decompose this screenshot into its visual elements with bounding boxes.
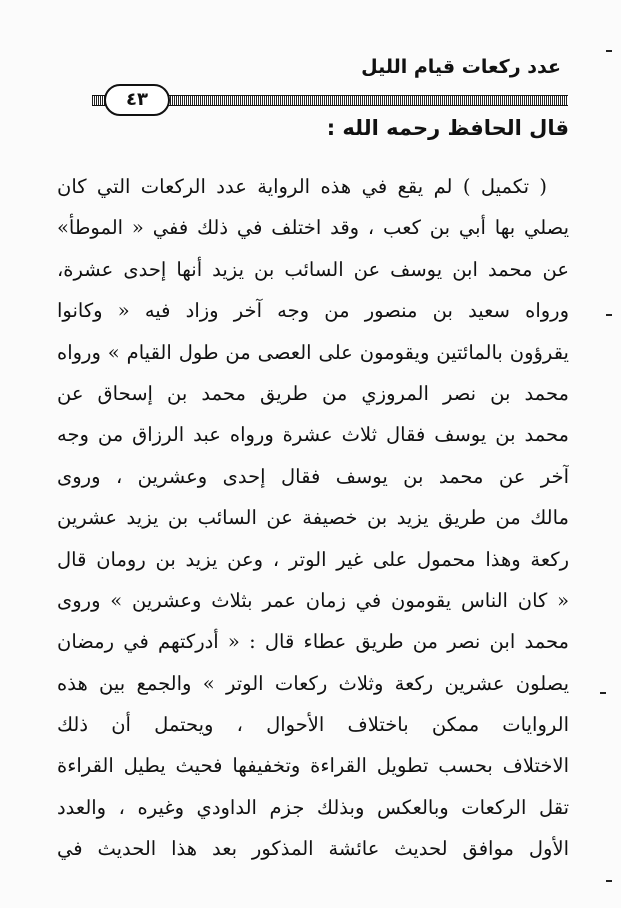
- text-line: يصلي بها أبي بن كعب ، وقد اختلف في ذلك ففي « الموطأ»: [57, 216, 569, 240]
- text-line: مالك من طريق يزيد بن خصيفة عن السائب بن يزيد عشرين: [57, 506, 569, 530]
- margin-mark: [600, 692, 606, 694]
- text-line: يصلون عشرين ركعة وثلاث ركعات الوتر » والجمع بين هذه: [57, 671, 569, 695]
- body-text: [57, 166, 569, 870]
- margin-mark: [606, 314, 612, 316]
- text-line: عن محمد ابن يوسف عن السائب بن يزيد أنها إحدى عشرة،: [57, 257, 569, 281]
- text-line: ركعة وهذا محمول على غير الوتر ، وعن يزيد بن رومان قال: [57, 547, 569, 571]
- text-line: الأول موافق لحديث عائشة المذكور بعد هذا الحديث في: [57, 837, 569, 861]
- text-line: الروايات ممكن باختلاف الأحوال ، ويحتمل أن ذلك: [57, 713, 569, 737]
- page-number: ٤٣: [104, 84, 170, 116]
- section-heading: قال الحافظ رحمه الله :: [326, 116, 569, 140]
- margin-mark: [606, 50, 612, 52]
- margin-mark: [606, 880, 612, 882]
- text-line: محمد بن نصر المروزي من طريق محمد بن إسحاق عن: [57, 381, 569, 405]
- running-title: عدد ركعات قيام الليل: [361, 56, 561, 78]
- text-line: « كان الناس يقومون في زمان عمر بثلاث وعشرين » وروى: [57, 588, 569, 612]
- text-line: الاختلاف بحسب تطويل القراءة وتخفيفها فحيث يطيل القراءة: [57, 754, 569, 778]
- text-line: محمد ابن نصر من طريق عطاء قال : « أدركتهم في رمضان: [57, 630, 569, 654]
- text-line: ورواه سعيد بن منصور من وجه آخر وزاد فيه « وكانوا: [57, 299, 569, 323]
- text-line: يقرؤون بالمائتين ويقومون على العصى من طول القيام » ورواه: [57, 340, 569, 364]
- text-line: تقل الركعات وبالعكس وبذلك جزم الداودي وغيره ، والعدد: [57, 795, 569, 819]
- text-line: محمد بن يوسف فقال ثلاث عشرة ورواه عبد الرزاق من وجه: [57, 423, 569, 447]
- text-line: ( تكميل ) لم يقع في هذه الرواية عدد الركعات التي كان: [57, 175, 547, 198]
- text-line: آخر عن محمد بن يوسف فقال إحدى وعشرين ، وروى: [57, 464, 569, 488]
